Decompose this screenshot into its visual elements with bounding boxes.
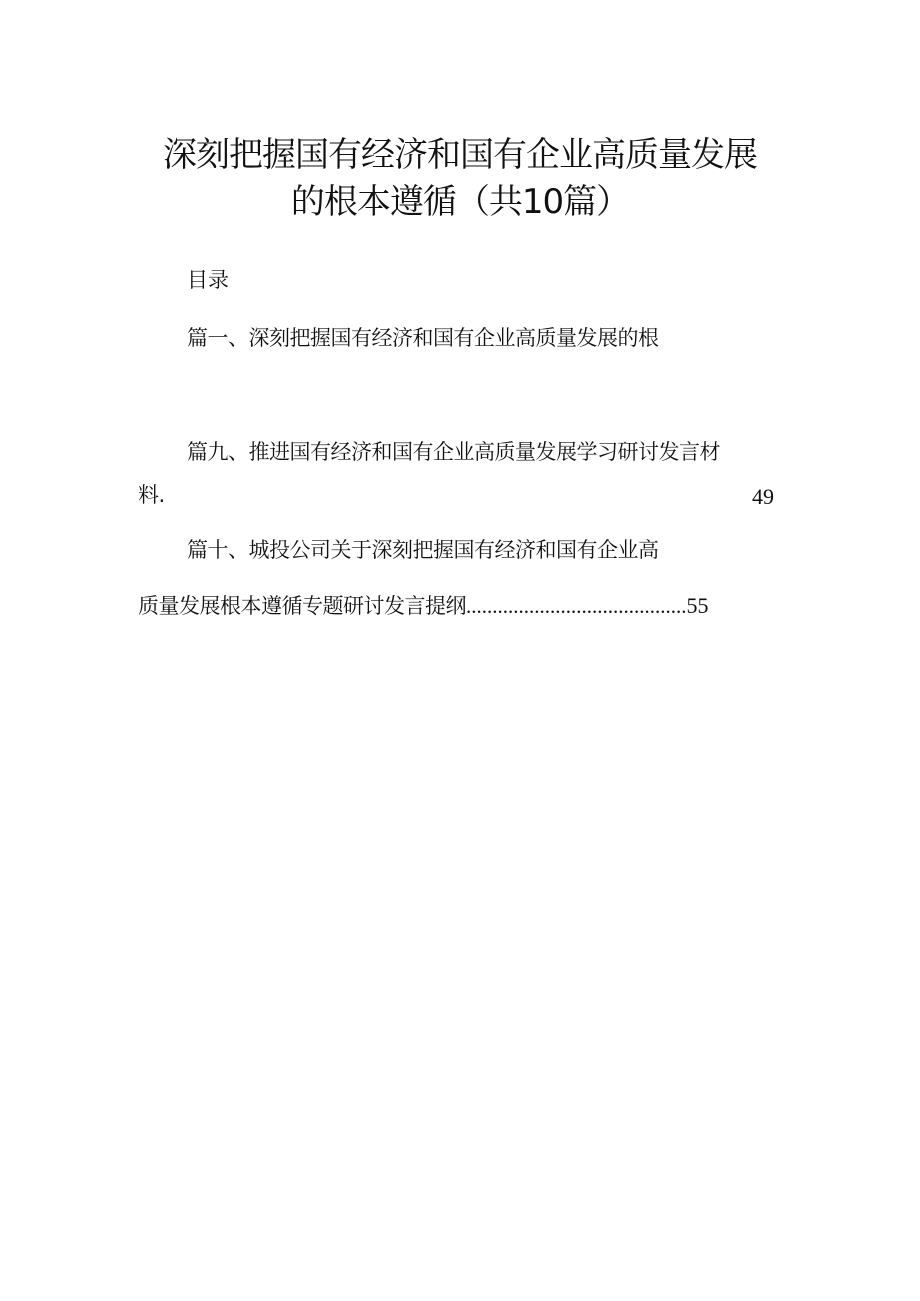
toc-entry-10-title-continued[interactable] bbox=[138, 591, 709, 621]
toc-entry-10-title-text: 质量发展根本遵循专题研讨发言提纲 bbox=[138, 594, 466, 618]
toc-entry-1-title[interactable]: 篇一、深刻把握国有经济和国有企业高质量发展的根 bbox=[187, 326, 659, 350]
toc-entry-10-leader-dots: .......................................... bbox=[466, 594, 687, 618]
toc-entry-10-page-number: 55 bbox=[686, 593, 709, 618]
toc-entry-9-page-number: 49 bbox=[752, 484, 774, 509]
document-title-line-2: 的根本遵循（共10篇） bbox=[290, 182, 630, 222]
toc-entry-9-title-continued[interactable]: 料. bbox=[138, 483, 165, 507]
document-title-line-1: 深刻把握国有经济和国有企业高质量发展 bbox=[163, 135, 757, 175]
toc-heading: 目录 bbox=[187, 268, 229, 292]
toc-entry-9-title[interactable]: 篇九、推进国有经济和国有企业高质量发展学习研讨发言材 bbox=[187, 440, 720, 464]
toc-entry-10-title[interactable]: 篇十、城投公司关于深刻把握国有经济和国有企业高 bbox=[187, 538, 659, 562]
